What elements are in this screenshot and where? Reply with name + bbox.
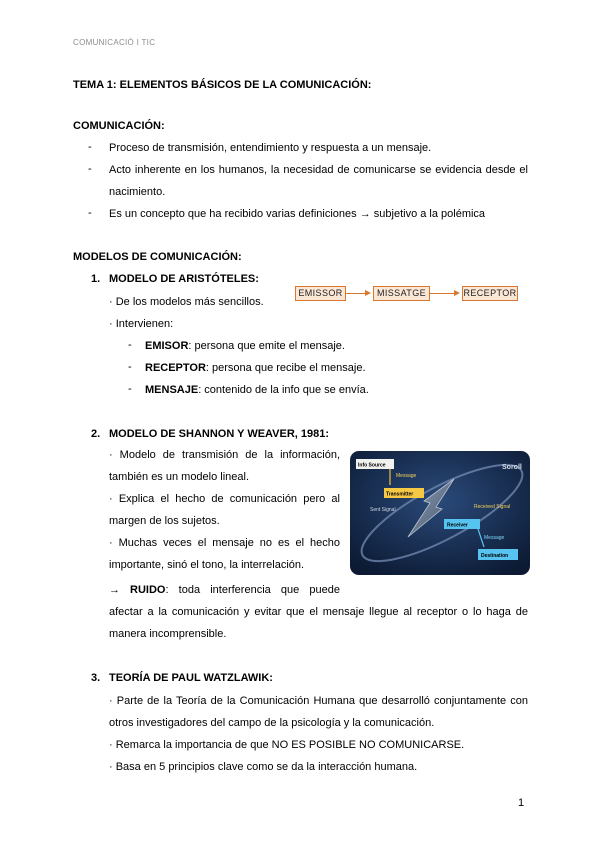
page-title: TEMA 1: ELEMENTOS BÁSICOS DE LA COMUNICACIÓN:: [73, 79, 372, 91]
definition-item: [145, 339, 345, 353]
bullet-dash: -: [88, 141, 92, 153]
paragraph-line: · Muchas veces el mensaje no es el hecho: [109, 537, 340, 549]
paragraph-line: también es un modelo lineal.: [109, 471, 250, 483]
paragraph-line: · Explica el hecho de comunicación pero al: [109, 493, 340, 505]
flow-arrow: [430, 293, 458, 294]
definition-term: MENSAJE: [145, 384, 199, 396]
bullet-dash: -: [88, 207, 92, 219]
arrow-glyph: →: [109, 584, 120, 596]
flow-box-receptor: RECEPTOR: [462, 286, 518, 301]
diagram-label-transmitter: Transmitter: [386, 491, 414, 498]
shannon-paragraph: [109, 444, 340, 576]
bullet-dash: -: [128, 361, 132, 373]
ruido-cont: manera incomprensible.: [109, 628, 227, 640]
paragraph-line: margen de los sujetos.: [109, 515, 220, 527]
diagram-label-soroll: Soroll: [502, 464, 522, 471]
diagram-label-destination: Destination: [481, 553, 509, 559]
paragraph-line: · Basa en 5 principios clave como se da la interacción humana.: [109, 761, 418, 773]
flow-arrow: [346, 293, 369, 294]
definition-desc: : contenido de la info que se envía.: [198, 384, 369, 396]
bullet-dash: -: [128, 339, 132, 351]
ruido-cont: afectar a la comunicación y evitar que el mensaje llegue al receptor o lo haga de: [109, 606, 528, 618]
page-number: 1: [518, 797, 525, 809]
paragraph-line: · Modelo de transmisión de la información,: [109, 449, 340, 461]
shannon-weaver-diagram: [350, 451, 530, 575]
definition-item: [145, 361, 366, 375]
list-number: 3.: [91, 672, 101, 684]
diagram-label-received-signal: Received Signal: [474, 504, 511, 510]
paragraph-line: otros investigadores del campo de la psicología y la comunicación.: [109, 717, 435, 729]
paragraph-line: · De los modelos más sencillos.: [109, 296, 264, 308]
subsection-title: TEORÍA DE PAUL WATZLAWIK:: [109, 672, 273, 684]
definition-item: [145, 383, 369, 397]
flow-box-missatge: MISSATGE: [373, 286, 430, 301]
diagram-label-sent-signal: Sent Signal: [370, 507, 396, 513]
bullet-dash: -: [88, 163, 92, 175]
bullet-text: Es un concepto que ha recibido varias definiciones → subjetivo a la polémica: [109, 208, 486, 220]
definition-term: EMISOR: [145, 340, 189, 352]
bullet-dash: -: [128, 383, 132, 395]
ruido-line: [109, 583, 340, 597]
ruido-desc: : toda interferencia que puede: [165, 584, 340, 596]
bullet-text: Acto inherente en los humanos, la necesidad de comunicarse se evidencia desde el: [109, 164, 528, 176]
definition-desc: : persona que recibe el mensaje.: [205, 362, 366, 374]
bullet-text: Proceso de transmisión, entendimiento y respuesta a un mensaje.: [109, 142, 432, 154]
diagram-label-message-2: Message: [484, 535, 505, 541]
diagram-label-receiver: Receiver: [447, 522, 468, 529]
paragraph-line: · Remarca la importancia de que NO ES POSIBLE NO COMUNICARSE.: [109, 739, 465, 751]
section-heading-modelos: MODELOS DE COMUNICACIÓN:: [73, 251, 242, 263]
ruido-def: [130, 583, 340, 597]
ruido-term: RUIDO: [130, 584, 166, 596]
paragraph-line: · Intervienen:: [109, 318, 174, 330]
paragraph-line: · Parte de la Teoría de la Comunicación Humana que desarrolló conjuntamente con: [109, 695, 528, 707]
section-heading-comunicacion: COMUNICACIÓN:: [73, 120, 165, 132]
running-header: COMUNICACIÓ I TIC: [73, 38, 156, 47]
list-number: 1.: [91, 273, 101, 285]
definition-term: RECEPTOR: [145, 362, 206, 374]
flow-box-emissor: EMISSOR: [295, 286, 346, 301]
subsection-title: MODELO DE ARISTÓTELES:: [109, 273, 259, 285]
bullet-text-cont: nacimiento.: [109, 186, 166, 198]
diagram-label-info-source: Info Source: [358, 462, 386, 469]
list-number: 2.: [91, 428, 101, 440]
definition-desc: : persona que emite el mensaje.: [188, 340, 345, 352]
subsection-title: MODELO DE SHANNON Y WEAVER, 1981:: [109, 428, 330, 440]
diagram-label-message-1: Message: [396, 473, 417, 479]
paragraph-line: importante, sinó el tono, la interrelación.: [109, 559, 305, 571]
